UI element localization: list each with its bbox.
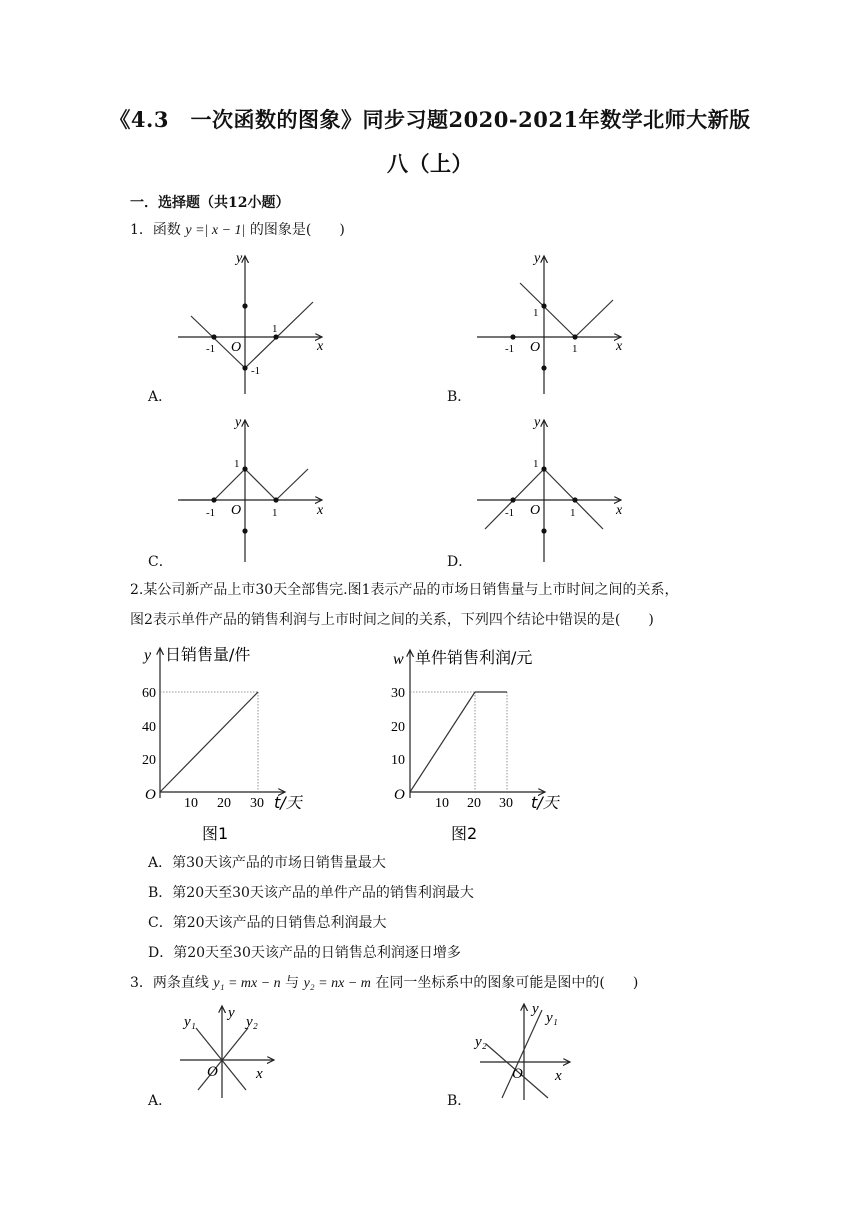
q1a-y-label: y bbox=[236, 251, 243, 266]
q1b-tick-1: 1 bbox=[572, 343, 578, 355]
q1c-origin: O bbox=[231, 503, 242, 518]
fig2-y-label: w bbox=[393, 651, 404, 668]
q1d-x-label: x bbox=[616, 503, 623, 518]
q1-option-b[interactable]: B． bbox=[447, 389, 472, 405]
q3-graph-a bbox=[176, 1000, 286, 1100]
q2-option-b[interactable]: B．第20天至30天该产品的单件产品的销售利润最大 bbox=[148, 885, 474, 901]
fig1-xtick-10: 10 bbox=[184, 796, 198, 811]
q1a-origin: O bbox=[231, 340, 242, 355]
q1-graph-b bbox=[475, 248, 635, 396]
q3-option-b[interactable]: B． bbox=[447, 1093, 472, 1109]
q1-formula: y =| x − 1| bbox=[185, 223, 246, 238]
fig2-title: 单件销售利润/元 bbox=[415, 648, 533, 667]
q1d-tick-neg1: -1 bbox=[505, 507, 515, 519]
q1-graph-a bbox=[176, 248, 336, 396]
q3-formula-1: y₁ = mx − n bbox=[213, 976, 281, 991]
q1d-tick-1-y: 1 bbox=[533, 458, 539, 470]
q1a-x-label: x bbox=[317, 339, 324, 354]
q1-option-d[interactable]: D． bbox=[447, 554, 473, 570]
fig2-xtick-10: 10 bbox=[435, 796, 449, 811]
q1b-x-label: x bbox=[616, 339, 623, 354]
q1-stem bbox=[130, 219, 345, 239]
fig1-x-label: t/天 bbox=[274, 793, 302, 812]
q2-figure-1 bbox=[130, 640, 302, 845]
q1b-origin: O bbox=[530, 340, 541, 355]
q1-option-a[interactable]: A． bbox=[148, 389, 173, 405]
q1-prefix: 1．函数 bbox=[130, 222, 181, 238]
fig2-ytick-20: 20 bbox=[391, 720, 405, 735]
q3b-y-label: y bbox=[532, 1001, 539, 1017]
q2-option-a[interactable]: A．第30天该产品的市场日销售量最大 bbox=[148, 855, 386, 871]
q3b-origin: O bbox=[512, 1066, 523, 1082]
q3a-origin: O bbox=[207, 1064, 218, 1080]
q1b-tick-1-y: 1 bbox=[533, 307, 539, 319]
q3b-x-label: x bbox=[555, 1068, 562, 1084]
fig2-ytick-30: 30 bbox=[391, 686, 405, 701]
q3b-y2-label: y₂ bbox=[475, 1034, 487, 1050]
q1-suffix: 的图象是( ) bbox=[249, 222, 345, 238]
document-title-line2: 八（上） bbox=[387, 151, 473, 176]
q1b-tick-neg1: -1 bbox=[505, 343, 515, 355]
fig1-origin: O bbox=[145, 787, 156, 803]
q1c-y-label: y bbox=[235, 415, 242, 430]
q1d-origin: O bbox=[530, 503, 541, 518]
q1d-y-label: y bbox=[534, 415, 541, 430]
q1-graph-d bbox=[475, 412, 635, 564]
q3-suffix: 在同一坐标系中的图象可能是图中的( ) bbox=[375, 975, 639, 991]
q1a-tick-neg1: -1 bbox=[206, 343, 216, 355]
q1c-tick-1: 1 bbox=[272, 507, 278, 519]
q3-option-a[interactable]: A． bbox=[148, 1093, 173, 1109]
fig1-caption: 图1 bbox=[202, 824, 229, 843]
q3-mid: 与 bbox=[285, 975, 300, 991]
fig2-ytick-10: 10 bbox=[391, 753, 405, 768]
fig2-caption: 图2 bbox=[451, 824, 478, 843]
q1a-tick-1: 1 bbox=[272, 323, 278, 335]
q1b-y-label: y bbox=[534, 251, 541, 266]
q3a-y1-label: y₁ bbox=[184, 1014, 196, 1030]
q3b-y1-label: y₁ bbox=[546, 1010, 558, 1026]
section-heading: 一．选择题（共12小题） bbox=[130, 195, 290, 211]
fig1-y-label: y bbox=[144, 647, 152, 664]
q2-option-c[interactable]: C．第20天该产品的日销售总利润最大 bbox=[148, 915, 387, 931]
q1c-tick-neg1: -1 bbox=[206, 507, 216, 519]
q3a-x-label: x bbox=[256, 1066, 263, 1082]
fig1-xtick-20: 20 bbox=[217, 796, 231, 811]
q2-stem-line2: 图2表示单件产品的销售利润与上市时间之间的关系，下列四个结论中错误的是( ) bbox=[130, 612, 654, 628]
q3a-y2-label: y₂ bbox=[246, 1014, 258, 1030]
document-title-line1: 《4.3 一次函数的图象》同步习题2020-2021年数学北师大新版 bbox=[109, 107, 751, 132]
q3-graph-b bbox=[472, 1000, 582, 1105]
fig1-ytick-40: 40 bbox=[142, 720, 156, 735]
q1-option-c[interactable]: C． bbox=[148, 554, 173, 570]
q2-option-d[interactable]: D．第20天至30天该产品的日销售总利润逐日增多 bbox=[148, 945, 461, 961]
fig2-xtick-20: 20 bbox=[467, 796, 481, 811]
fig1-xtick-30: 30 bbox=[250, 796, 264, 811]
q1-graph-c bbox=[176, 412, 336, 564]
q3-prefix: 3．两条直线 bbox=[130, 975, 209, 991]
fig2-x-label: t/天 bbox=[531, 793, 559, 812]
q2-figure-2 bbox=[385, 640, 559, 845]
q1a-tick-neg1-y: -1 bbox=[251, 365, 261, 377]
q1c-x-label: x bbox=[317, 503, 324, 518]
fig1-title: 日销售量/件 bbox=[165, 645, 251, 664]
q1d-tick-1: 1 bbox=[570, 507, 576, 519]
q3a-y-label: y bbox=[228, 1005, 235, 1021]
fig2-xtick-30: 30 bbox=[499, 796, 513, 811]
q3-formula-2: y₂ = nx − m bbox=[303, 976, 371, 991]
fig1-ytick-60: 60 bbox=[142, 686, 156, 701]
fig2-origin: O bbox=[394, 787, 405, 803]
q3-stem bbox=[130, 972, 780, 992]
fig1-ytick-20: 20 bbox=[142, 753, 156, 768]
q1c-tick-1-y: 1 bbox=[234, 458, 240, 470]
q2-stem-line1: 2.某公司新产品上市30天全部售完.图1表示产品的市场日销售量与上市时间之间的关系， bbox=[130, 582, 679, 598]
